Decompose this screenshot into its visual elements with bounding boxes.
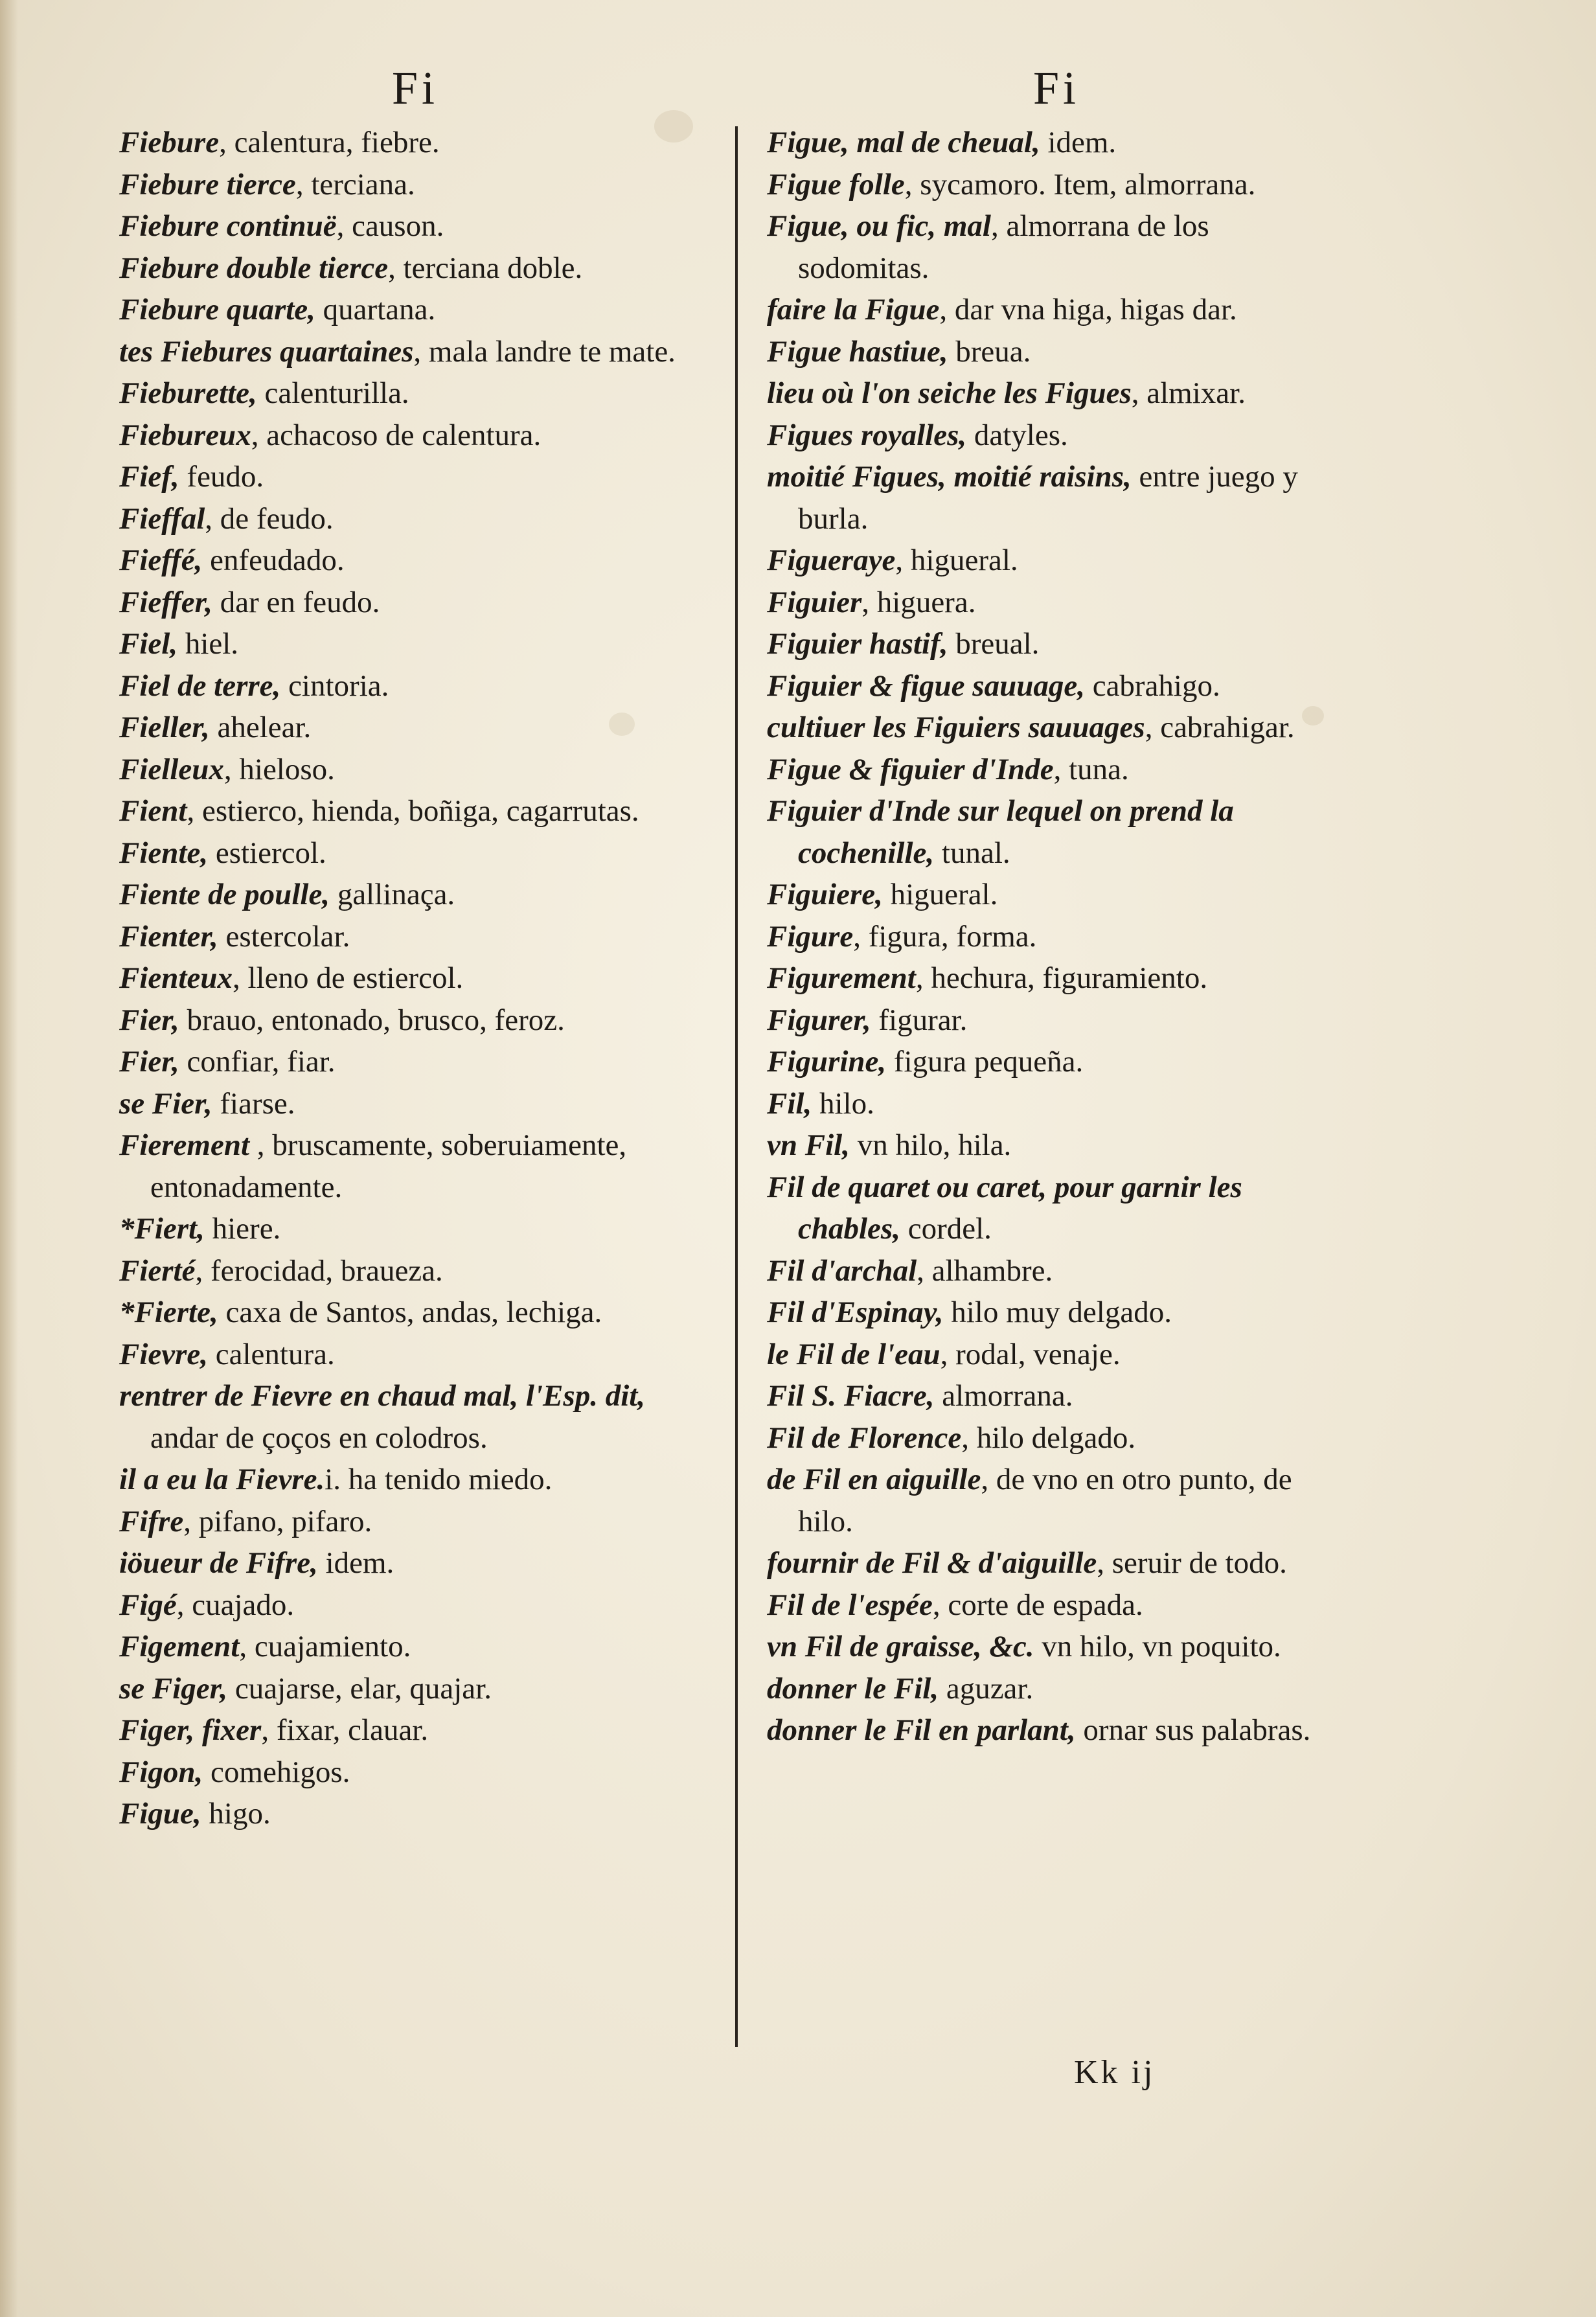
entry-headword: moitié Figues, moitié raisins, (767, 460, 1132, 494)
entry-translation: , estierco, hienda, boñiga, cagarrutas. (187, 794, 639, 828)
entry-translation: hilo muy delgado. (943, 1295, 1172, 1329)
entry-headword: Figurement (767, 961, 916, 995)
entry-headword: Figue folle (767, 167, 905, 201)
entry-headword: lieu où l'on seiche les Figues (767, 376, 1132, 410)
entry-translation: , ferocidad, braueza. (195, 1253, 443, 1288)
entry-headword: Fil de l'espée (767, 1588, 933, 1622)
entry-headword: Fier, (119, 1045, 179, 1079)
entry-headword: tes Fiebures quartaines (119, 334, 414, 369)
dictionary-entry (738, 1167, 1347, 1250)
dictionary-entry (738, 289, 1347, 331)
entry-translation: hiere. (204, 1212, 281, 1246)
dictionary-entry (738, 1124, 1347, 1167)
dictionary-entry (738, 1083, 1347, 1125)
dictionary-entry (104, 1584, 719, 1626)
dictionary-entry (738, 1542, 1347, 1584)
entry-translation: quartana. (315, 293, 436, 326)
dictionary-entry (104, 999, 719, 1042)
dictionary-entry (738, 999, 1347, 1042)
entry-headword: Fiebure tierce (119, 167, 296, 201)
dictionary-entry (104, 1250, 719, 1292)
entry-headword: donner le Fil en parlant, (767, 1713, 1076, 1747)
entry-translation: , terciana. (295, 167, 415, 201)
dictionary-entry (104, 916, 719, 958)
entry-headword: Figure (767, 919, 854, 953)
entry-translation: , cuajado. (176, 1588, 295, 1622)
entry-translation: , pifano, pifaro. (183, 1504, 372, 1538)
entry-translation: ornar sus palabras. (1075, 1713, 1311, 1747)
entry-translation: , cabrahigar. (1145, 711, 1295, 744)
dictionary-entry (104, 790, 719, 832)
dictionary-entry (104, 540, 719, 582)
right-column (738, 122, 1347, 1752)
dictionary-entry (738, 957, 1347, 999)
entry-translation: , seruir de todo. (1097, 1546, 1287, 1580)
entry-headword: Fiebure double tierce (119, 251, 389, 285)
entry-translation: figura pequeña. (886, 1045, 1084, 1079)
entry-translation: vn hilo, hila. (849, 1128, 1012, 1162)
entry-translation: estercolar. (218, 919, 350, 953)
entry-headword: Fiebure continuë (119, 209, 337, 243)
entry-translation: , achacoso de calentura. (251, 418, 542, 452)
entry-translation: comehigos. (203, 1755, 350, 1789)
entry-translation: enfeudado. (202, 543, 345, 577)
running-header-left: Fi (392, 62, 439, 114)
dictionary-entry (738, 1459, 1347, 1542)
entry-translation: higo. (201, 1797, 271, 1831)
entry-translation: andar de çoços en colodros. (150, 1421, 488, 1455)
dictionary-entry (738, 415, 1347, 457)
entry-headword: Fiel de terre, (119, 668, 281, 703)
dictionary-entry (104, 164, 719, 206)
dictionary-entry (104, 1793, 719, 1835)
entry-headword: Fieller, (119, 711, 210, 744)
entry-translation: , higuera. (861, 585, 976, 619)
dictionary-entry (738, 1334, 1347, 1376)
entry-headword: Fil d'Espinay, (767, 1295, 944, 1329)
dictionary-entry (738, 874, 1347, 916)
dictionary-entry (738, 1375, 1347, 1417)
entry-translation: , causon. (336, 209, 444, 243)
entry-headword: faire la Figue (767, 293, 940, 326)
entry-translation: higueral. (882, 878, 998, 911)
entry-headword: Fief, (119, 460, 179, 494)
entry-translation: figurar. (871, 1003, 968, 1037)
entry-translation: , alhambre. (917, 1253, 1053, 1288)
entry-translation: i. ha tenido miedo. (325, 1463, 553, 1496)
dictionary-entry (738, 1709, 1347, 1752)
entry-translation: cintoria. (280, 668, 389, 703)
entry-headword: Fiebureux (119, 418, 251, 452)
entry-translation: , terciana doble. (388, 251, 583, 285)
entry-translation: , lleno de estiercol. (232, 961, 464, 995)
dictionary-entry (104, 498, 719, 540)
dictionary-entry (104, 957, 719, 999)
entry-translation: vn hilo, vn poquito. (1034, 1630, 1281, 1663)
dictionary-entry (104, 1626, 719, 1668)
entry-translation: idem. (317, 1546, 394, 1580)
dictionary-entry (738, 1292, 1347, 1334)
dictionary-entry (104, 372, 719, 415)
dictionary-entry (104, 749, 719, 791)
entry-headword: se Fier, (119, 1086, 212, 1121)
entry-translation: idem. (1040, 126, 1117, 159)
entry-headword: Fier, (119, 1003, 179, 1037)
entry-headword: Fieffal (119, 501, 205, 536)
entry-headword: Fielleux (119, 752, 224, 786)
entry-headword: Figue & figuier d'Inde (767, 752, 1054, 786)
dictionary-entry (738, 1417, 1347, 1459)
entry-headword: Fiebure (119, 126, 220, 159)
entry-translation: confiar, fiar. (179, 1045, 336, 1079)
entry-translation: tunal. (934, 836, 1010, 870)
dictionary-entry (104, 1208, 719, 1250)
entry-headword: Figuier & figue sauuage, (767, 668, 1085, 703)
entry-headword: se Figer, (119, 1671, 228, 1706)
entry-translation: hiel. (177, 627, 239, 661)
entry-translation: aguzar. (939, 1671, 1034, 1706)
entry-headword: fournir de Fil & d'aiguille (767, 1546, 1097, 1580)
dictionary-entry (738, 1041, 1347, 1083)
dictionary-entry (104, 1501, 719, 1543)
entry-translation: , hilo delgado. (961, 1421, 1136, 1455)
dictionary-entry (104, 1083, 719, 1125)
entry-translation: fiarse. (212, 1086, 295, 1121)
dictionary-entry (738, 749, 1347, 791)
dictionary-entry (738, 205, 1347, 289)
dictionary-entry (104, 832, 719, 874)
dictionary-entry (738, 582, 1347, 624)
entry-headword: Fient (119, 794, 187, 828)
entry-headword: Fil S. Fiacre, (767, 1379, 935, 1413)
dictionary-entry (738, 1250, 1347, 1292)
entry-headword: vn Fil, (767, 1128, 850, 1162)
entry-headword: *Fierte, (119, 1295, 218, 1329)
entry-headword: Figue, (119, 1797, 201, 1831)
dictionary-entry (738, 1626, 1347, 1668)
entry-translation: , bruscamente, soberuiamente, entonadamente. (150, 1128, 627, 1204)
entry-translation: feudo. (179, 460, 264, 494)
entry-headword: Fiente de poulle, (119, 878, 330, 911)
entry-translation: , calentura, fiebre. (219, 126, 440, 159)
entry-translation: , fixar, clauar. (261, 1713, 429, 1747)
entry-translation: , corte de espada. (932, 1588, 1143, 1622)
dictionary-entry (104, 1334, 719, 1376)
entry-headword: Fieffé, (119, 543, 203, 577)
entry-headword: Figues royalles, (767, 418, 967, 452)
dictionary-entry (104, 1542, 719, 1584)
dictionary-entry (738, 540, 1347, 582)
entry-headword: le Fil de l'eau (767, 1337, 940, 1371)
dictionary-entry (104, 1668, 719, 1710)
entry-headword: Fiente, (119, 836, 209, 870)
entry-headword: Figuier (767, 585, 862, 619)
entry-headword: Fieffer, (119, 585, 213, 619)
entry-headword: donner le Fil, (767, 1671, 939, 1706)
dictionary-entry (738, 790, 1347, 874)
entry-headword: iöueur de Fifre, (119, 1546, 318, 1580)
dictionary-entry (104, 1459, 719, 1501)
entry-headword: *Fiert, (119, 1212, 205, 1246)
entry-headword: Figuier d'Inde sur lequel on prend la cochenille, (767, 794, 1234, 870)
entry-translation: , tuna. (1053, 752, 1129, 786)
entry-headword: vn Fil de graisse, &c. (767, 1630, 1034, 1663)
dictionary-entry (738, 1668, 1347, 1710)
column-divider (735, 126, 738, 2047)
dictionary-entry (738, 623, 1347, 665)
entry-headword: il a eu la Fievre. (119, 1463, 325, 1496)
entry-headword: Figé (119, 1588, 177, 1622)
entry-translation: , almixar. (1131, 376, 1246, 410)
dictionary-entry (104, 247, 719, 290)
entry-translation: , de feudo. (205, 501, 334, 536)
dictionary-entry (738, 164, 1347, 206)
entry-translation: , cuajamiento. (239, 1630, 411, 1663)
entry-headword: Figuier hastif, (767, 627, 948, 661)
entry-translation: brauo, entonado, brusco, feroz. (179, 1003, 565, 1037)
entry-translation: cabrahigo. (1084, 668, 1220, 703)
entry-headword: Figer, fixer (119, 1713, 262, 1747)
left-column (104, 122, 719, 1835)
entry-headword: Fierté (119, 1253, 196, 1288)
entry-translation: , higueral. (895, 543, 1018, 577)
entry-translation: , hieloso. (223, 752, 335, 786)
entry-translation: , hechura, figuramiento. (915, 961, 1208, 995)
dictionary-entry (738, 916, 1347, 958)
dictionary-entry (104, 205, 719, 247)
entry-headword: Fifre (119, 1504, 184, 1538)
dictionary-entry (738, 456, 1347, 540)
entry-translation: caxa de Santos, andas, lechiga. (218, 1295, 602, 1329)
dictionary-entry (104, 415, 719, 457)
entry-translation: cuajarse, elar, quajar. (227, 1671, 492, 1706)
entry-translation: , figura, forma. (853, 919, 1037, 953)
entry-translation: almorrana. (934, 1379, 1073, 1413)
entry-translation: calenturilla. (256, 376, 409, 410)
entry-translation: , mala landre te mate. (413, 334, 676, 369)
entry-headword: Figue hastiue, (767, 334, 948, 369)
dictionary-entry (104, 122, 719, 164)
entry-headword: Fil, (767, 1086, 812, 1121)
entry-translation: gallinaça. (330, 878, 455, 911)
entry-headword: de Fil en aiguille (767, 1463, 981, 1496)
entry-headword: Fienter, (119, 919, 218, 953)
entry-translation: datyles. (966, 418, 1068, 452)
entry-translation: breua. (948, 334, 1031, 369)
entry-headword: Figue, ou fic, mal (767, 209, 991, 243)
dictionary-entry (738, 707, 1347, 749)
running-header-right: Fi (1033, 62, 1080, 114)
dictionary-entry (104, 1752, 719, 1794)
entry-translation: , de vno en otro punto, de hilo. (798, 1463, 1292, 1538)
entry-headword: Fil de Florence (767, 1421, 962, 1455)
dictionary-entry (104, 1292, 719, 1334)
signature-mark: Kk ij (1074, 2054, 1156, 2091)
entry-headword: cultiuer les Figuiers sauuages (767, 711, 1145, 744)
dictionary-entry (738, 331, 1347, 373)
entry-translation: dar en feudo. (212, 585, 380, 619)
entry-translation: breual. (948, 627, 1040, 661)
dictionary-entry (104, 874, 719, 916)
entry-headword: Figurer, (767, 1003, 871, 1037)
dictionary-entry (738, 1584, 1347, 1626)
entry-headword: Figueraye (767, 543, 896, 577)
entry-headword: Figon, (119, 1755, 203, 1789)
dictionary-entry (104, 1124, 719, 1208)
entry-translation: entre juego y burla. (798, 460, 1298, 536)
entry-translation: hilo. (812, 1086, 874, 1121)
entry-headword: Figue, mal de cheual, (767, 126, 1040, 159)
entry-translation: , sycamoro. Item, almorrana. (904, 167, 1256, 201)
dictionary-entry (104, 331, 719, 373)
dictionary-entry (104, 1709, 719, 1752)
entry-translation: ahelear. (209, 711, 312, 744)
entry-headword: Fiel, (119, 627, 178, 661)
entry-headword: Figuiere, (767, 878, 883, 911)
entry-headword: Fieburette, (119, 376, 257, 410)
dictionary-entry (104, 707, 719, 749)
entry-headword: Fierement (119, 1128, 250, 1162)
entry-translation: , dar vna higa, higas dar. (939, 293, 1237, 326)
dictionary-entry (738, 122, 1347, 164)
entry-translation: calentura. (208, 1337, 335, 1371)
dictionary-entry (104, 289, 719, 331)
dictionary-entry (104, 456, 719, 498)
entry-translation: , rodal, venaje. (940, 1337, 1121, 1371)
entry-headword: Fienteux (119, 961, 233, 995)
entry-translation: estiercol. (208, 836, 326, 870)
entry-translation: , almorrana de los sodomitas. (798, 209, 1209, 285)
dictionary-entry (738, 665, 1347, 707)
entry-headword: Fievre, (119, 1337, 209, 1371)
dictionary-entry (104, 582, 719, 624)
entry-headword: Fil d'archal (767, 1253, 917, 1288)
dictionary-entry (104, 1375, 719, 1459)
entry-headword: Figement (119, 1630, 240, 1663)
entry-headword: Figurine, (767, 1045, 887, 1079)
entry-headword: Fiebure quarte, (119, 293, 315, 326)
entry-headword: Fil de quaret ou caret, pour garnir les chables, (767, 1170, 1242, 1246)
dictionary-entry (738, 372, 1347, 415)
entry-headword: rentrer de Fievre en chaud mal, l'Esp. dit, (119, 1379, 646, 1413)
dictionary-entry (104, 623, 719, 665)
entry-translation: cordel. (900, 1212, 992, 1246)
dictionary-entry (104, 665, 719, 707)
dictionary-entry (104, 1041, 719, 1083)
